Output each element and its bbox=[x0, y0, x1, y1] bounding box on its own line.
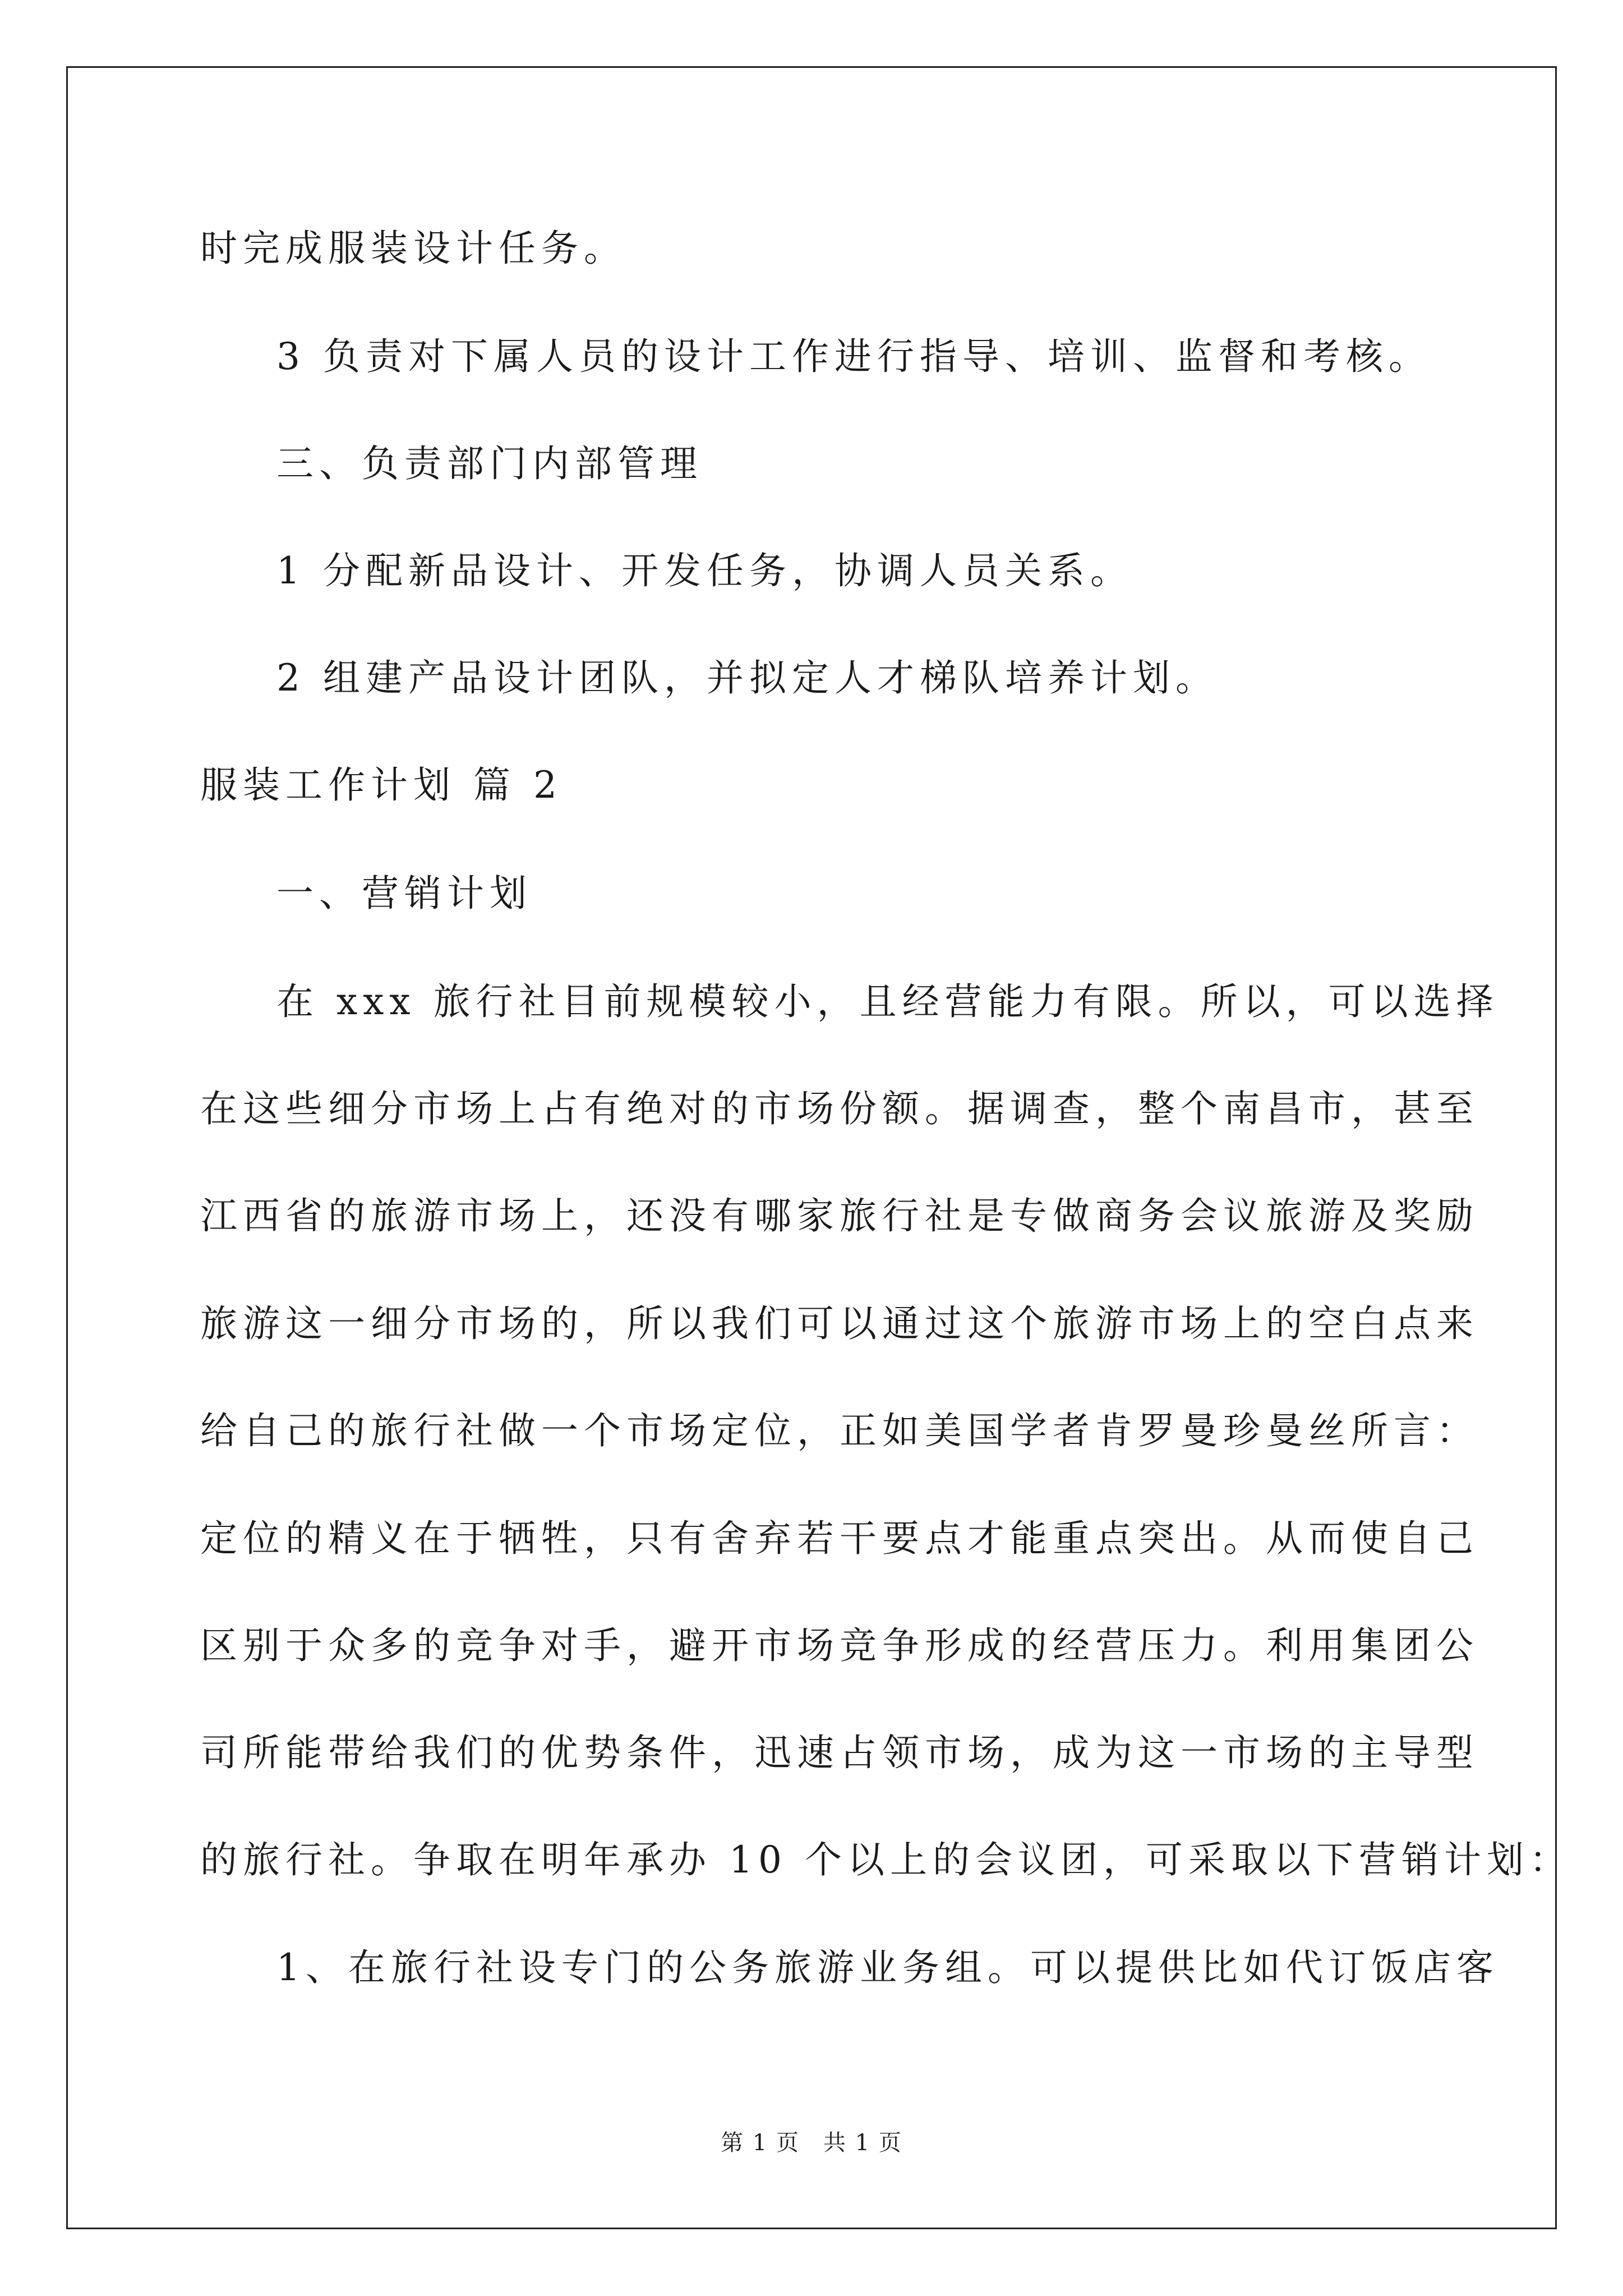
text-line: 1 分配新品设计、开发任务，协调人员关系。 bbox=[276, 549, 1133, 592]
text-line: 1、在旅行社设专门的公务旅游业务组。可以提供比如代订饭店客 bbox=[276, 1946, 1499, 1989]
text-line: 给自己的旅行社做一个市场定位，正如美国学者肯罗曼珍曼丝所言： bbox=[200, 1409, 1479, 1452]
text-line: 的旅行社。争取在明年承办 10 个以上的会议团，可采取以下营销计划： bbox=[200, 1838, 1572, 1881]
section-heading: 一、营销计划 bbox=[276, 872, 532, 915]
article-title: 服装工作计划 篇 2 bbox=[200, 763, 562, 807]
text-line: 3 负责对下属人员的设计工作进行指导、培训、监督和考核。 bbox=[276, 335, 1431, 378]
text-line: 定位的精义在于牺牲，只有舍弃若干要点才能重点突出。从而使自己 bbox=[200, 1517, 1479, 1560]
text-line: 旅游这一细分市场的，所以我们可以通过这个旅游市场上的空白点来 bbox=[200, 1302, 1479, 1345]
text-line: 区别于众多的竞争对手，避开市场竞争形成的经营压力。利用集团公 bbox=[200, 1624, 1479, 1667]
text-line: 在这些细分市场上占有绝对的市场份额。据调查，整个南昌市，甚至 bbox=[200, 1087, 1479, 1130]
text-line: 在 xxx 旅行社目前规模较小，且经营能力有限。所以，可以选择 bbox=[276, 980, 1499, 1023]
page-border bbox=[66, 66, 1557, 2229]
section-heading: 三、负责部门内部管理 bbox=[276, 442, 703, 485]
text-line: 2 组建产品设计团队，并拟定人才梯队培养计划。 bbox=[276, 656, 1218, 700]
text-line: 江西省的旅游市场上，还没有哪家旅行社是专做商务会议旅游及奖励 bbox=[200, 1194, 1479, 1237]
text-line: 司所能带给我们的优势条件，迅速占领市场，成为这一市场的主导型 bbox=[200, 1731, 1479, 1774]
text-line: 时完成服装设计任务。 bbox=[200, 227, 626, 270]
page-number-footer: 第 1 页 共 1 页 bbox=[721, 2130, 902, 2156]
